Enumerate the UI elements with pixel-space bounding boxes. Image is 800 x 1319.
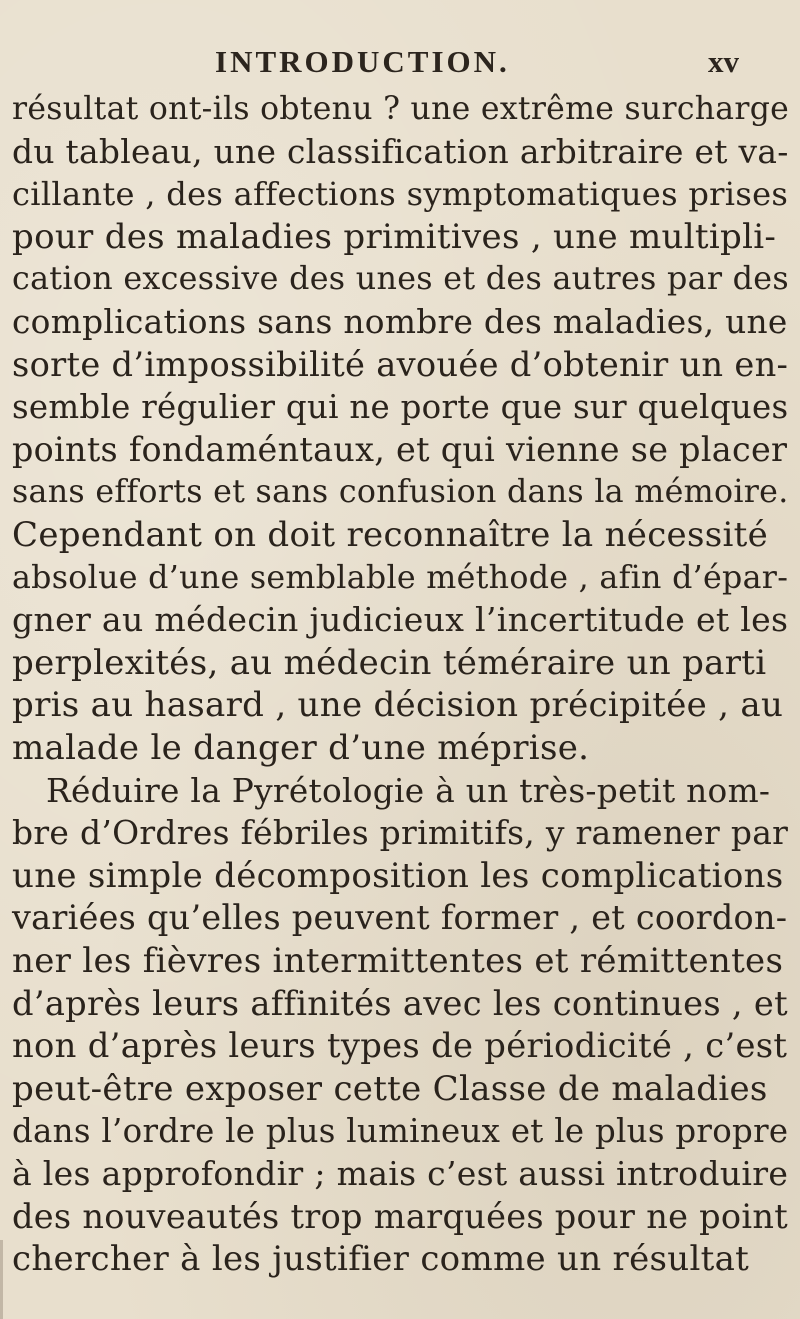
text-line: sorte d’impossibilité avouée d’obtenir un en- [12, 344, 789, 384]
text-line: semble régulier qui ne porte que sur quelques [12, 388, 789, 427]
text-line: cation excessive des unes et des autres par des [12, 261, 789, 298]
text-line: complications sans nombre des maladies, une [12, 303, 788, 341]
text-line: perplexités, au médecin téméraire un parti [12, 642, 767, 683]
text-line: absolue d’une semblable méthode , afin d’épar- [12, 559, 789, 596]
text-line: pris au hasard , une décision précipitée , au [12, 685, 784, 726]
text-line: dans l’ordre le plus lumineux et le plus propre [12, 1112, 789, 1151]
text-line: à les approfondir ; mais c’est aussi introduire [12, 1154, 789, 1193]
paragraph-first-line: Réduire la Pyrétologie à un très-petit nom- [46, 771, 771, 810]
text-line: une simple décomposition les complications [12, 855, 784, 896]
text-line: pour des maladies primitives , une multipli- [12, 216, 777, 257]
text-line: Cependant on doit reconnaître la nécessité [12, 515, 769, 555]
text-line: du tableau, une classification arbitraire et va- [12, 132, 789, 171]
text-line: malade le danger d’une méprise. [12, 728, 590, 768]
page-number: xv [708, 44, 739, 79]
text-line: chercher à les justifier comme un résultat [12, 1239, 750, 1280]
running-title: INTRODUCTION. [215, 44, 510, 79]
text-line: des nouveautés trop marquées pour ne point [12, 1196, 789, 1236]
text-line: bre d’Ordres fébriles primitifs, y ramener par [12, 813, 789, 853]
text-line: points fondaméntaux, et qui vienne se placer [12, 429, 788, 469]
page-edge-shadow [0, 1240, 3, 1319]
text-line: variées qu’elles peuvent former , et coordon- [12, 898, 788, 938]
text-line: peut-être exposer cette Classe de maladies [12, 1068, 768, 1109]
text-line: d’après leurs affinités avec les continues , et [12, 983, 788, 1023]
page-header [0, 44, 800, 84]
text-line: résultat ont-ils obtenu ? une extrême surcharge [12, 91, 790, 127]
text-line: gner au médecin judicieux l’incertitude et les [12, 600, 789, 640]
text-line: cillante , des affections symptomatiques prises [12, 175, 789, 214]
text-line: sans efforts et sans confusion dans la mémoire. [12, 474, 789, 511]
text-line: ner les fièvres intermittentes et rémittentes [12, 941, 784, 981]
text-line: non d’après leurs types de périodicité , c’est [12, 1026, 788, 1066]
